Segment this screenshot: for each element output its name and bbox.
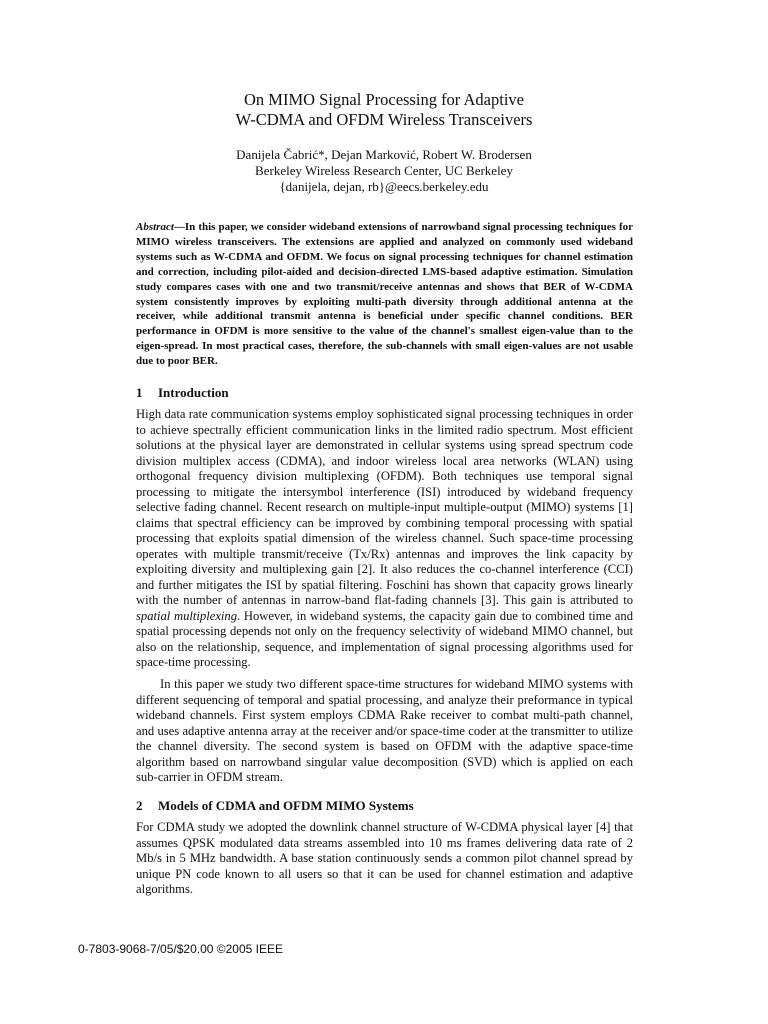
intro-p1-text-b: . However, in wideband systems, the capacity gain due to combined time and spatial processing depends not only on the frequency selectivity of wideband MIMO channel, but also on the relationship, sequence, and implementation of signal processing algorithms used for space-time processing. [136, 608, 633, 669]
intro-p1-text-a: High data rate communication systems employ sophisticated signal processing techniques in order to achieve spectrally efficient communication links in the limited radio spectrum. Most efficient solutions at the physical layer are demonstrated in cellular systems using spread spectrum code division multiplex access (CDMA), and indoor wireless local area networks (WLAN) using orthogonal frequency division multiplexing (OFDM). Both techniques use temporal signal processing to mitigate the intersymbol interference (ISI) introduced by wideband frequency selective fading channel. Recent research on multiple-input multiple-output (MIMO) systems [1] claims that spectral efficiency can be improved by combining temporal processing with spatial processing that exploits spatial dimension of the wireless channel. Such space-time processing operates with multiple transmit/receive (Tx/Rx) antennas and improves the link capacity by exploiting diversity and multiplexing gain [2]. It also reduces the co-channel interference (CCI) and further mitigates the ISI by spatial filtering. Foschini has shown that capacity grows linearly with the number of antennas in narrow-band flat-fading channels [3]. This gain is attributed to [136, 407, 633, 607]
author-block [0, 147, 768, 195]
affiliation: Berkeley Wireless Research Center, UC Berkeley [255, 163, 513, 178]
section-2-title: Models of CDMA and OFDM MIMO Systems [158, 798, 414, 813]
section-1-number: 1 [136, 385, 143, 400]
abstract-label: Abstract [136, 221, 174, 233]
author-email: {danijela, dejan, rb}@eecs.berkeley.edu [279, 179, 489, 194]
abstract [136, 220, 633, 369]
intro-paragraph-1 [136, 407, 633, 671]
intro-p1-italic: spatial multiplexing [136, 608, 237, 623]
title-line-2: W-CDMA and OFDM Wireless Transceivers [235, 110, 533, 129]
section-1-heading [136, 385, 229, 401]
intro-paragraph-2: In this paper we study two different space-time structures for wideband MIMO systems with different sequencing of temporal and spatial processing, and analyze their preformance in typical wideband channels. First system employs CDMA Rake receiver to combat multi-path channel, and uses adaptive antenna array at the receiver and/or space-time coder at the transmitter to utilize the channel diversity. The second system is based on OFDM with the adaptive space-time algorithm based on narrowband singular value decomposition (SVD) which is applied on each sub-carrier in OFDM stream. [136, 677, 633, 784]
author-names: Danijela Čabrić*, Dejan Marković, Robert W. Brodersen [236, 147, 532, 162]
abstract-text: —In this paper, we consider wideband extensions of narrowband signal processing techniques for MIMO wireless transceivers. The extensions are applied and analyzed on commonly used wideband systems such as W-CDMA and OFDM. We focus on signal processing techniques for channel estimation and correction, including pilot-aided and decision-directed LMS-based adaptive estimation. Simulation study compares cases with one and two transmit/receive antennas and shows that BER of W-CDMA system consistently improves by exploiting multi-path diversity through additional antenna at the receiver, while additional transmit antenna is beneficial under specific channel conditions. BER performance in OFDM is more sensitive to the value of the channel's smallest eigen-value than to the eigen-spread. In most practical cases, therefore, the sub-channels with small eigen-values are not usable due to poor BER. [136, 221, 633, 368]
section-2-number: 2 [136, 798, 143, 813]
copyright-footer: 0-7803-9068-7/05/$20.00 ©2005 IEEE [78, 942, 283, 956]
section-2-paragraph-1: For CDMA study we adopted the downlink channel structure of W-CDMA physical layer [4] that assumes QPSK modulated data streams assembled into 10 ms frames delivering data rate of 2 Mb/s in 5 MHz bandwidth. A base station continuously sends a common pilot channel spread by unique PN code known to all users so that it can be used for channel estimation and adaptive algorithms. [136, 820, 633, 896]
section-2-heading [136, 798, 414, 814]
paper-title [0, 90, 768, 130]
title-line-1: On MIMO Signal Processing for Adaptive [243, 90, 525, 109]
section-1-title: Introduction [158, 385, 229, 400]
